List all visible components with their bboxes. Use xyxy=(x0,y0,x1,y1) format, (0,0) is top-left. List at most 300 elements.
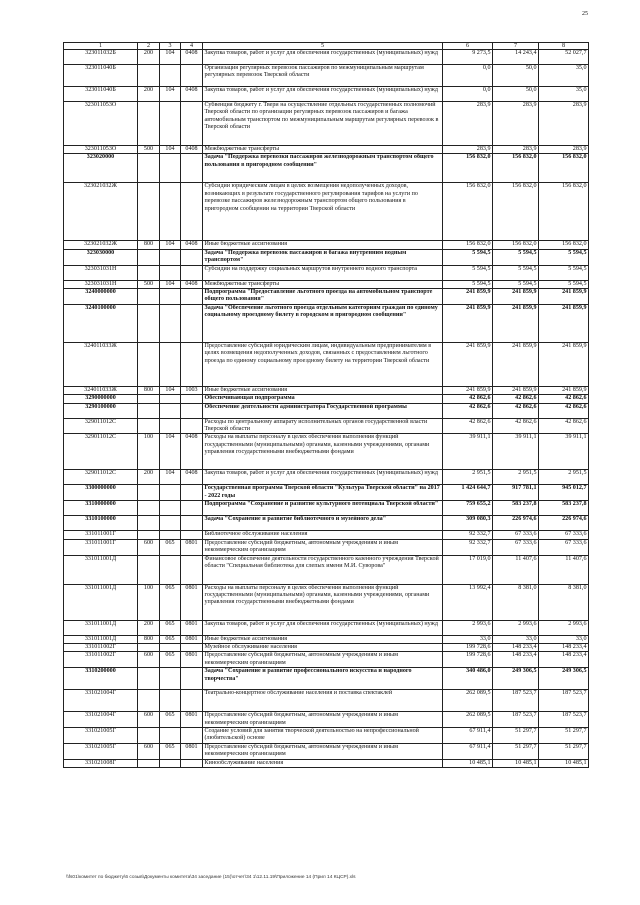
code-cell: 331011001Д xyxy=(64,620,138,635)
section-cell xyxy=(138,516,160,531)
value-2021-cell: 10 485,1 xyxy=(539,759,589,767)
expense-type-cell xyxy=(181,342,203,386)
section-cell xyxy=(138,668,160,690)
value-2019-cell: 33,0 xyxy=(443,635,493,643)
value-2020-cell: 241 859,9 xyxy=(493,386,539,394)
section-cell: 200 xyxy=(138,87,160,102)
value-2019-cell: 92 332,7 xyxy=(443,531,493,539)
table-row xyxy=(64,501,589,516)
name-cell: Иные бюджетные ассигнования xyxy=(203,386,443,394)
table-row xyxy=(64,584,589,620)
subsection-cell: 065 xyxy=(160,652,181,668)
section-cell xyxy=(138,531,160,539)
name-cell: Предоставление субсидий бюджетным, автономным учреждениям и иным некоммерческим организациям xyxy=(203,743,443,759)
expense-type-cell: 0408 xyxy=(181,50,203,65)
expense-type-cell xyxy=(181,690,203,712)
section-cell xyxy=(138,395,160,403)
name-cell: Субсидии на поддержку социальных маршрутов внутреннего водного транспорта xyxy=(203,265,443,280)
table-row xyxy=(64,146,589,154)
table-row xyxy=(64,280,589,288)
name-cell: Финансовое обеспечение деятельности государственного казенного учреждения Тверской области "Специальная библиотека для слепых имени М.И. Суворова" xyxy=(203,555,443,584)
value-2019-cell: 283,9 xyxy=(443,146,493,154)
value-2021-cell: 283,9 xyxy=(539,146,589,154)
value-2021-cell: 11 407,6 xyxy=(539,555,589,584)
value-2019-cell: 13 992,4 xyxy=(443,584,493,620)
name-cell: Обеспечение деятельности администратора Государственной программы xyxy=(203,403,443,418)
name-cell: Подпрограмма "Сохранение и развитие культурного потенциала Тверской области" xyxy=(203,501,443,516)
value-2019-cell: 5 594,5 xyxy=(443,280,493,288)
value-2019-cell: 156 832,0 xyxy=(443,241,493,249)
value-2021-cell: 2 993,6 xyxy=(539,620,589,635)
table-row xyxy=(64,241,589,249)
expense-type-cell xyxy=(181,102,203,146)
table-row xyxy=(64,386,589,394)
value-2021-cell: 5 594,5 xyxy=(539,249,589,265)
header-cell: 2 xyxy=(138,43,160,50)
subsection-cell: 104 xyxy=(160,434,181,470)
expense-type-cell: 0801 xyxy=(181,743,203,759)
expense-type-cell: 0801 xyxy=(181,620,203,635)
subsection-cell: 065 xyxy=(160,584,181,620)
code-cell: 3310100000 xyxy=(64,516,138,531)
code-cell: 3310200000 xyxy=(64,668,138,690)
code-cell: 323011040Б xyxy=(64,87,138,102)
table-row xyxy=(64,265,589,280)
value-2019-cell: 283,9 xyxy=(443,102,493,146)
subsection-cell xyxy=(160,418,181,434)
subsection-cell: 065 xyxy=(160,743,181,759)
value-2019-cell: 199 728,6 xyxy=(443,652,493,668)
subsection-cell xyxy=(160,289,181,305)
value-2021-cell: 241 859,9 xyxy=(539,342,589,386)
value-2021-cell: 241 859,9 xyxy=(539,304,589,342)
name-cell: Создание условий для занятия творческой деятельностью на непрофессиональной (любительской) основе xyxy=(203,727,443,743)
table-row xyxy=(64,289,589,305)
subsection-cell xyxy=(160,265,181,280)
subsection-cell xyxy=(160,759,181,767)
value-2020-cell: 50,0 xyxy=(493,87,539,102)
value-2020-cell: 51 297,7 xyxy=(493,727,539,743)
code-cell: 323030000 xyxy=(64,249,138,265)
value-2021-cell: 241 859,9 xyxy=(539,386,589,394)
value-2021-cell: 8 381,0 xyxy=(539,584,589,620)
name-cell: Субвенция бюджету г. Твери на осуществление отдельных государственных полномочий Тверской области по организации регулярных перевозок пассажиров и багажа автомобильным транспортом по межмуниципальным маршрутам регулярных перевозок в Тверской области xyxy=(203,102,443,146)
section-cell xyxy=(138,154,160,183)
value-2020-cell: 42 862,6 xyxy=(493,418,539,434)
table-row xyxy=(64,743,589,759)
value-2019-cell: 42 862,6 xyxy=(443,395,493,403)
subsection-cell: 065 xyxy=(160,712,181,728)
subsection-cell xyxy=(160,690,181,712)
subsection-cell xyxy=(160,727,181,743)
name-cell: Задача "Поддержка перевозки пассажиров железнодорожным транспортом общего пользования в пригородном сообщении" xyxy=(203,154,443,183)
expense-type-cell xyxy=(181,531,203,539)
expense-type-cell: 0408 xyxy=(181,280,203,288)
table-row xyxy=(64,249,589,265)
expense-type-cell xyxy=(181,727,203,743)
name-cell: Иные бюджетные ассигнования xyxy=(203,635,443,643)
value-2021-cell: 226 974,6 xyxy=(539,516,589,531)
name-cell: Расходы по центральному аппарату исполнительных органов государственной власти Тверской области xyxy=(203,418,443,434)
expense-type-cell xyxy=(181,403,203,418)
value-2021-cell: 187 523,7 xyxy=(539,712,589,728)
section-cell xyxy=(138,102,160,146)
value-2019-cell: 67 911,4 xyxy=(443,727,493,743)
subsection-cell xyxy=(160,395,181,403)
section-cell: 800 xyxy=(138,386,160,394)
expense-type-cell xyxy=(181,395,203,403)
subsection-cell: 104 xyxy=(160,241,181,249)
value-2019-cell: 0,0 xyxy=(443,65,493,87)
subsection-cell xyxy=(160,501,181,516)
value-2019-cell: 759 655,2 xyxy=(443,501,493,516)
subsection-cell xyxy=(160,342,181,386)
table-row xyxy=(64,690,589,712)
value-2020-cell: 241 859,9 xyxy=(493,304,539,342)
section-cell xyxy=(138,485,160,501)
header-cell: 5 xyxy=(203,43,443,50)
section-cell: 600 xyxy=(138,652,160,668)
value-2021-cell: 187 523,7 xyxy=(539,690,589,712)
code-cell: 329011012С xyxy=(64,470,138,485)
table-row xyxy=(64,635,589,643)
section-cell: 600 xyxy=(138,743,160,759)
subsection-cell xyxy=(160,102,181,146)
subsection-cell: 065 xyxy=(160,635,181,643)
section-cell: 600 xyxy=(138,539,160,555)
value-2020-cell: 5 594,5 xyxy=(493,280,539,288)
expense-type-cell: 0408 xyxy=(181,241,203,249)
value-2021-cell: 39 911,1 xyxy=(539,434,589,470)
name-cell: Подпрограмма "Предоставление льготного проезда на автомобильном транспорте общего пользования" xyxy=(203,289,443,305)
expense-type-cell xyxy=(181,668,203,690)
expense-type-cell xyxy=(181,759,203,767)
code-cell: 3290000000 xyxy=(64,395,138,403)
subsection-cell: 104 xyxy=(160,386,181,394)
value-2020-cell: 51 297,7 xyxy=(493,743,539,759)
name-cell: Субсидии юридическим лицам в целях возмещения недополученных доходов, возникающих в результате государственного регулирования тарифов на услуги по перевозке пассажиров железнодорожным транспортом общего пользования в пригородном сообщении на территории Тверской области xyxy=(203,183,443,241)
table-row xyxy=(64,154,589,183)
subsection-cell xyxy=(160,516,181,531)
value-2020-cell: 156 832,0 xyxy=(493,241,539,249)
table-row xyxy=(64,485,589,501)
code-cell: 323011040Б xyxy=(64,65,138,87)
file-path-footer: \\fs01\комитет по бюджету\6 созыв\Документы комитета\34 заседание (15)\отчет\34 1\12.11.19\Приложение 14 (Прил 14 КЦСР).xls xyxy=(66,875,356,880)
value-2019-cell: 39 911,1 xyxy=(443,434,493,470)
code-cell: 3290100000 xyxy=(64,403,138,418)
table-row xyxy=(64,759,589,767)
section-cell xyxy=(138,555,160,584)
table-row xyxy=(64,403,589,418)
section-cell: 800 xyxy=(138,241,160,249)
value-2020-cell: 187 523,7 xyxy=(493,690,539,712)
subsection-cell: 065 xyxy=(160,539,181,555)
table-row xyxy=(64,727,589,743)
subsection-cell xyxy=(160,643,181,651)
expense-type-cell: 1003 xyxy=(181,386,203,394)
expense-type-cell xyxy=(181,289,203,305)
subsection-cell: 104 xyxy=(160,87,181,102)
value-2020-cell: 39 911,1 xyxy=(493,434,539,470)
code-cell: 323011053О xyxy=(64,102,138,146)
expense-type-cell xyxy=(181,154,203,183)
name-cell: Расходы на выплаты персоналу в целях обеспечения выполнения функций государственными (муниципальными) органами, казенными учреждениями, органами управления государственными внебюджетными фондами xyxy=(203,434,443,470)
expense-type-cell: 0801 xyxy=(181,539,203,555)
value-2021-cell: 5 594,5 xyxy=(539,280,589,288)
expense-type-cell xyxy=(181,304,203,342)
table-row xyxy=(64,516,589,531)
subsection-cell: 065 xyxy=(160,620,181,635)
value-2019-cell: 262 089,5 xyxy=(443,690,493,712)
subsection-cell: 104 xyxy=(160,146,181,154)
table-row xyxy=(64,65,589,87)
code-cell: 323021032Ж xyxy=(64,183,138,241)
name-cell: Музейное обслуживание населения xyxy=(203,643,443,651)
value-2019-cell: 241 859,9 xyxy=(443,289,493,305)
value-2019-cell: 156 832,0 xyxy=(443,154,493,183)
value-2021-cell: 51 297,7 xyxy=(539,743,589,759)
subsection-cell xyxy=(160,154,181,183)
value-2020-cell: 67 333,6 xyxy=(493,531,539,539)
name-cell: Государственная программа Тверской области "Культура Тверской области" на 2017 - 2022 годы xyxy=(203,485,443,501)
table-row xyxy=(64,668,589,690)
value-2021-cell: 5 594,5 xyxy=(539,265,589,280)
code-cell: 323011032Б xyxy=(64,50,138,65)
expense-type-cell xyxy=(181,643,203,651)
value-2021-cell: 148 233,4 xyxy=(539,643,589,651)
section-cell: 100 xyxy=(138,434,160,470)
table-row xyxy=(64,652,589,668)
value-2020-cell: 10 485,1 xyxy=(493,759,539,767)
code-cell: 331021004Г xyxy=(64,712,138,728)
name-cell: Предоставление субсидий юридическим лицам, индивидуальным предпринимателям в целях возмещения недополученных доходов, связанных с предоставлением льготного проезда по единому социальному проездному билету на территории Тверской области xyxy=(203,342,443,386)
value-2019-cell: 2 951,5 xyxy=(443,470,493,485)
section-cell xyxy=(138,501,160,516)
value-2019-cell: 241 859,9 xyxy=(443,386,493,394)
expense-type-cell: 0801 xyxy=(181,584,203,620)
expense-type-cell: 0801 xyxy=(181,712,203,728)
table-row xyxy=(64,342,589,386)
name-cell: Закупка товаров, работ и услуг для обеспечения государственных (муниципальных) нужд xyxy=(203,470,443,485)
section-cell xyxy=(138,304,160,342)
value-2020-cell: 241 859,9 xyxy=(493,289,539,305)
table-row xyxy=(64,418,589,434)
expense-type-cell xyxy=(181,485,203,501)
budget-table xyxy=(63,42,589,768)
expense-type-cell xyxy=(181,516,203,531)
section-cell: 600 xyxy=(138,712,160,728)
value-2020-cell: 5 594,5 xyxy=(493,265,539,280)
table-row xyxy=(64,87,589,102)
table-row xyxy=(64,102,589,146)
code-cell: 331011002Г xyxy=(64,652,138,668)
name-cell: Иные бюджетные ассигнования xyxy=(203,241,443,249)
code-cell: 3240000000 xyxy=(64,289,138,305)
table-row xyxy=(64,395,589,403)
section-cell xyxy=(138,65,160,87)
value-2021-cell: 241 859,9 xyxy=(539,289,589,305)
subsection-cell xyxy=(160,403,181,418)
code-cell: 323031031Н xyxy=(64,280,138,288)
subsection-cell: 104 xyxy=(160,50,181,65)
value-2020-cell: 156 832,0 xyxy=(493,154,539,183)
code-cell: 323031031Н xyxy=(64,265,138,280)
name-cell: Кинообслуживание населения xyxy=(203,759,443,767)
section-cell xyxy=(138,342,160,386)
value-2021-cell: 67 333,6 xyxy=(539,531,589,539)
table-row xyxy=(64,712,589,728)
value-2021-cell: 42 862,6 xyxy=(539,395,589,403)
page-number: 25 xyxy=(582,11,588,17)
value-2019-cell: 262 089,5 xyxy=(443,712,493,728)
value-2020-cell: 148 233,4 xyxy=(493,643,539,651)
code-cell: 331011001Д xyxy=(64,555,138,584)
header-cell: 1 xyxy=(64,43,138,50)
expense-type-cell: 0801 xyxy=(181,652,203,668)
value-2021-cell: 42 862,6 xyxy=(539,418,589,434)
header-cell: 3 xyxy=(160,43,181,50)
subsection-cell: 104 xyxy=(160,470,181,485)
name-cell: Задача "Поддержка перевозок пассажиров и багажа внутренним водным транспортом" xyxy=(203,249,443,265)
table-row xyxy=(64,183,589,241)
value-2020-cell: 226 974,6 xyxy=(493,516,539,531)
value-2021-cell: 35,0 xyxy=(539,65,589,87)
table-row xyxy=(64,434,589,470)
value-2021-cell: 35,0 xyxy=(539,87,589,102)
value-2019-cell: 67 911,4 xyxy=(443,743,493,759)
name-cell: Закупка товаров, работ и услуг для обеспечения государственных (муниципальных) нужд xyxy=(203,620,443,635)
table-row xyxy=(64,539,589,555)
table-row xyxy=(64,470,589,485)
value-2021-cell: 156 832,0 xyxy=(539,183,589,241)
value-2020-cell: 2 993,6 xyxy=(493,620,539,635)
section-cell: 500 xyxy=(138,280,160,288)
subsection-cell xyxy=(160,668,181,690)
section-cell: 500 xyxy=(138,146,160,154)
expense-type-cell: 0408 xyxy=(181,87,203,102)
name-cell: Расходы на выплаты персоналу в целях обеспечения выполнения функций государственными (муниципальными) органами, казенными учреждениями, органами управления государственными внебюджетными фондами xyxy=(203,584,443,620)
name-cell: Обеспечивающая подпрограмма xyxy=(203,395,443,403)
code-cell: 331021004Г xyxy=(64,690,138,712)
name-cell: Закупка товаров, работ и услуг для обеспечения государственных (муниципальных) нужд xyxy=(203,50,443,65)
value-2020-cell: 33,0 xyxy=(493,635,539,643)
value-2020-cell: 283,9 xyxy=(493,102,539,146)
value-2019-cell: 1 424 644,7 xyxy=(443,485,493,501)
section-cell xyxy=(138,403,160,418)
section-cell xyxy=(138,249,160,265)
section-cell: 200 xyxy=(138,620,160,635)
value-2020-cell: 11 407,6 xyxy=(493,555,539,584)
name-cell: Библиотечное обслуживание населения xyxy=(203,531,443,539)
subsection-cell xyxy=(160,485,181,501)
subsection-cell xyxy=(160,249,181,265)
value-2021-cell: 156 832,0 xyxy=(539,241,589,249)
value-2019-cell: 42 862,6 xyxy=(443,403,493,418)
name-cell: Предоставление субсидий бюджетным, автономным учреждениям и иным некоммерческим организациям xyxy=(203,652,443,668)
header-row xyxy=(64,43,589,50)
expense-type-cell xyxy=(181,418,203,434)
name-cell: Задача "Обеспечение льготного проезда отдельным категориям граждан по единому социальному проездному билету в городском и пригородном сообщении" xyxy=(203,304,443,342)
value-2020-cell: 67 333,6 xyxy=(493,539,539,555)
value-2019-cell: 241 859,9 xyxy=(443,304,493,342)
table-row xyxy=(64,50,589,65)
value-2020-cell: 917 781,1 xyxy=(493,485,539,501)
value-2020-cell: 148 233,4 xyxy=(493,652,539,668)
code-cell: 3300000000 xyxy=(64,485,138,501)
name-cell: Межбюджетные трансферты xyxy=(203,280,443,288)
code-cell: 324011033Ж xyxy=(64,342,138,386)
code-cell: 323011053О xyxy=(64,146,138,154)
value-2020-cell: 283,9 xyxy=(493,146,539,154)
name-cell: Закупка товаров, работ и услуг для обеспечения государственных (муниципальных) нужд xyxy=(203,87,443,102)
expense-type-cell xyxy=(181,183,203,241)
value-2019-cell: 10 485,1 xyxy=(443,759,493,767)
section-cell: 100 xyxy=(138,584,160,620)
code-cell: 324011033Ж xyxy=(64,386,138,394)
value-2021-cell: 51 297,7 xyxy=(539,727,589,743)
section-cell xyxy=(138,759,160,767)
value-2019-cell: 17 019,0 xyxy=(443,555,493,584)
name-cell: Задача "Сохранение и развитие библиотечного и музейного дела" xyxy=(203,516,443,531)
subsection-cell xyxy=(160,183,181,241)
subsection-cell xyxy=(160,555,181,584)
value-2020-cell: 249 306,5 xyxy=(493,668,539,690)
value-2019-cell: 42 862,6 xyxy=(443,418,493,434)
value-2021-cell: 52 027,7 xyxy=(539,50,589,65)
section-cell xyxy=(138,690,160,712)
expense-type-cell xyxy=(181,265,203,280)
section-cell xyxy=(138,418,160,434)
expense-type-cell: 0408 xyxy=(181,434,203,470)
value-2021-cell: 148 233,4 xyxy=(539,652,589,668)
table-row xyxy=(64,620,589,635)
value-2020-cell: 187 523,7 xyxy=(493,712,539,728)
value-2021-cell: 283,9 xyxy=(539,102,589,146)
section-cell xyxy=(138,643,160,651)
expense-type-cell xyxy=(181,65,203,87)
code-cell: 3310000000 xyxy=(64,501,138,516)
subsection-cell xyxy=(160,531,181,539)
section-cell xyxy=(138,289,160,305)
name-cell: Организация регулярных перевозок пассажиров по межмуниципальным маршрутам регулярных перевозок Тверской области xyxy=(203,65,443,87)
header-cell: 6 xyxy=(443,43,493,50)
subsection-cell: 104 xyxy=(160,280,181,288)
value-2019-cell: 0,0 xyxy=(443,87,493,102)
value-2020-cell: 42 862,6 xyxy=(493,395,539,403)
code-cell: 323020000 xyxy=(64,154,138,183)
section-cell: 800 xyxy=(138,635,160,643)
subsection-cell xyxy=(160,65,181,87)
value-2019-cell: 309 080,3 xyxy=(443,516,493,531)
code-cell: 329011012С xyxy=(64,418,138,434)
value-2019-cell: 199 728,6 xyxy=(443,643,493,651)
expense-type-cell xyxy=(181,501,203,516)
name-cell: Задача "Сохранение и развитие профессионального искусства и народного творчества" xyxy=(203,668,443,690)
value-2020-cell: 156 832,0 xyxy=(493,183,539,241)
value-2020-cell: 8 381,0 xyxy=(493,584,539,620)
value-2019-cell: 5 594,5 xyxy=(443,265,493,280)
expense-type-cell: 0408 xyxy=(181,470,203,485)
subsection-cell xyxy=(160,304,181,342)
name-cell: Театрально-концертное обслуживание населения и поставка спектаклей xyxy=(203,690,443,712)
value-2019-cell: 156 832,0 xyxy=(443,183,493,241)
code-cell: 331021008Г xyxy=(64,759,138,767)
expense-type-cell: 0801 xyxy=(181,635,203,643)
value-2021-cell: 2 951,5 xyxy=(539,470,589,485)
value-2021-cell: 67 333,6 xyxy=(539,539,589,555)
section-cell: 200 xyxy=(138,470,160,485)
code-cell: 331011001Г xyxy=(64,539,138,555)
